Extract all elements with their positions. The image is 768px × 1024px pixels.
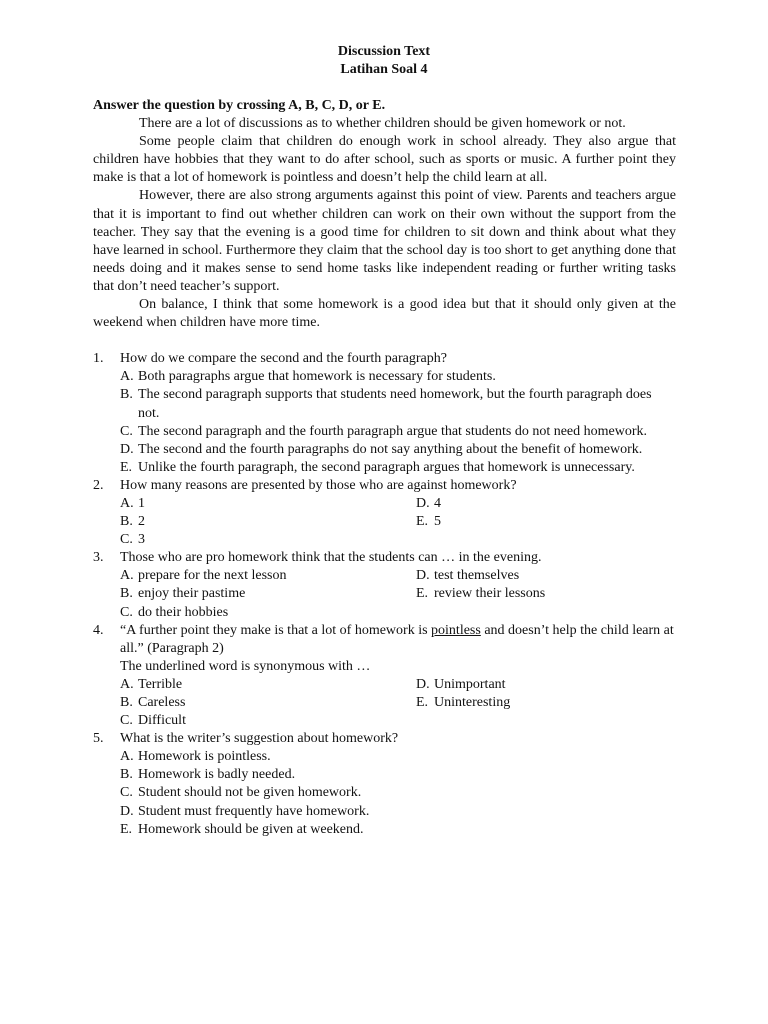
option-b[interactable]: B. enjoy their pastime [120,586,246,602]
question-number: 4. [93,622,104,638]
document-subtitle: Latihan Soal 4 [340,62,428,77]
option-grid [120,676,676,730]
instruction: Answer the question by crossing A, B, C, D, or E. [93,98,386,113]
option-b[interactable]: B. Homework is badly needed. [120,767,296,783]
question-text: How do we compare the second and the fourth paragraph? [120,351,447,367]
question-2 [93,477,676,549]
question-text: What is the writer’s suggestion about homework? [120,731,399,747]
option-b[interactable]: B. 2 [120,514,145,530]
question-number: 3. [93,550,104,566]
option-grid [120,567,676,621]
option-e[interactable]: E. review their lessons [416,586,546,602]
option-d[interactable]: D. Unimportant [416,676,506,692]
question-text: How many reasons are presented by those who are against homework? [120,477,517,493]
document-header [0,43,768,79]
document-content [93,97,676,839]
paragraph-2: Some people claim that children do enough work in school already. They also argue that children have hobbies that they want to do after school, such as sports or music. A further point they make is that a lot of homework is pointless and doesn’t help the child learn at all. [93,134,676,186]
question-5 [93,730,676,839]
option-e[interactable]: E. 5 [416,514,441,530]
document-title: Discussion Text [337,44,431,59]
underlined-word: pointless [431,622,481,638]
option-c[interactable]: C. The second paragraph and the fourth paragraph argue that students do not need homework. [120,423,648,439]
question-text: Those who are pro homework think that the students can … in the evening. [120,550,542,566]
paragraph-3: However, there are also strong arguments against this point of view. Parents and teachers argue that it is important to find out whether children can work on their own without the support from the teacher. They say that the evening is a good time for children to sit down and think about what they have learned in school. Furthermore they claim that the school day is too short to get anything done that needs doing and it makes sense to send home tasks like independent reading or further writing tasks that don’t need teacher’s support. [93,188,676,294]
question-quote: “A further point they make is that a lot of homework is pointless and doesn’t help the child learn at all.” (Paragraph 2) [120,622,674,656]
option-c[interactable]: C. Difficult [120,713,186,729]
question-text: The underlined word is synonymous with … [120,658,371,674]
option-c[interactable]: C. do their hobbies [120,604,229,620]
question-number: 5. [93,731,104,747]
option-e[interactable]: E. Unlike the fourth paragraph, the second paragraph argues that homework is unnecessary. [120,459,635,475]
option-e[interactable]: E. Homework should be given at weekend. [120,821,364,837]
option-c[interactable]: C. 3 [120,532,145,548]
question-list [93,350,676,839]
question-4 [93,622,676,731]
option-a[interactable]: A. prepare for the next lesson [120,568,287,584]
option-c[interactable]: C. Student should not be given homework. [120,785,362,801]
option-d[interactable]: D. 4 [416,495,441,511]
option-e[interactable]: E. Uninteresting [416,695,511,710]
option-d[interactable]: D. The second and the fourth paragraphs do not say anything about the benefit of homework. [120,441,643,457]
question-1 [93,350,676,477]
question-number: 2. [93,477,104,493]
option-a[interactable]: A. Terrible [120,676,183,692]
paragraph-4: On balance, I think that some homework is a good idea but that it should only given at the weekend when children have more time. [93,297,676,331]
question-3 [93,549,676,621]
question-number: 1. [93,351,104,367]
option-grid [120,495,676,549]
option-a[interactable]: A. Homework is pointless. [120,749,271,765]
paragraph-1: There are a lot of discussions as to whether children should be given homework or not. [139,116,626,132]
option-a[interactable]: A. 1 [120,495,145,511]
option-d[interactable]: D. Student must frequently have homework. [120,803,370,819]
option-b[interactable]: B. Careless [120,695,186,710]
option-b[interactable]: B. The second paragraph supports that students need homework, but the fourth paragraph does not. [120,387,652,421]
option-a[interactable]: A. Both paragraphs argue that homework is necessary for students. [120,369,496,385]
option-d[interactable]: D. test themselves [416,568,520,584]
